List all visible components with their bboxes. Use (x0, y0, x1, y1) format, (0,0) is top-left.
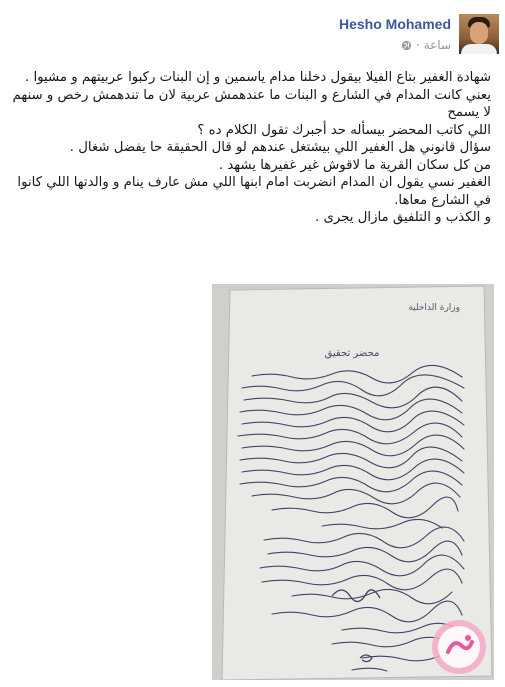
meta-separator: · (415, 38, 420, 52)
document-header: وزارة الداخلية (408, 303, 460, 313)
post-line: و الكذب و التلفيق مازال يجرى . (315, 210, 491, 225)
post-text (11, 69, 491, 227)
document-heading: محضر تحقيق (324, 348, 380, 359)
post-meta (401, 38, 451, 52)
post-line: اللي كاتب المحضر بيسأله حد أجبرك تقول الكلام ده ؟ (197, 122, 491, 138)
post-line: من كل سكان القرية ما لاقوش غير غفيرها يشهد . (218, 157, 491, 173)
post-line: شهادة الغفير بتاع الفيلا بيقول دخلنا مدام ياسمين و إن البنات ركبوا عربيتهم و مشيوا . (24, 70, 491, 85)
post-line: سؤال قانوني هل الغفير اللي بيشتغل عندهم لو قال الحقيقة حا يفضل شغال . (69, 140, 491, 155)
timestamp[interactable]: ساعة (423, 38, 451, 52)
post-line: يعني كانت المدام في الشارع و البنات ما عندهمش عربية لان ما تندهمش رخص و سنهم لا يسمح (12, 87, 491, 120)
post-line: الغفير نسي يقول ان المدام انضربت امام ابنها اللي مش عارف ينام و والدتها اللي كانوا في الشارع معاها. (17, 175, 491, 208)
site-logo-icon (428, 616, 490, 678)
globe-icon[interactable] (401, 40, 412, 51)
author-name[interactable]: Hesho Mohamed (338, 16, 451, 32)
author-avatar[interactable] (459, 14, 499, 54)
